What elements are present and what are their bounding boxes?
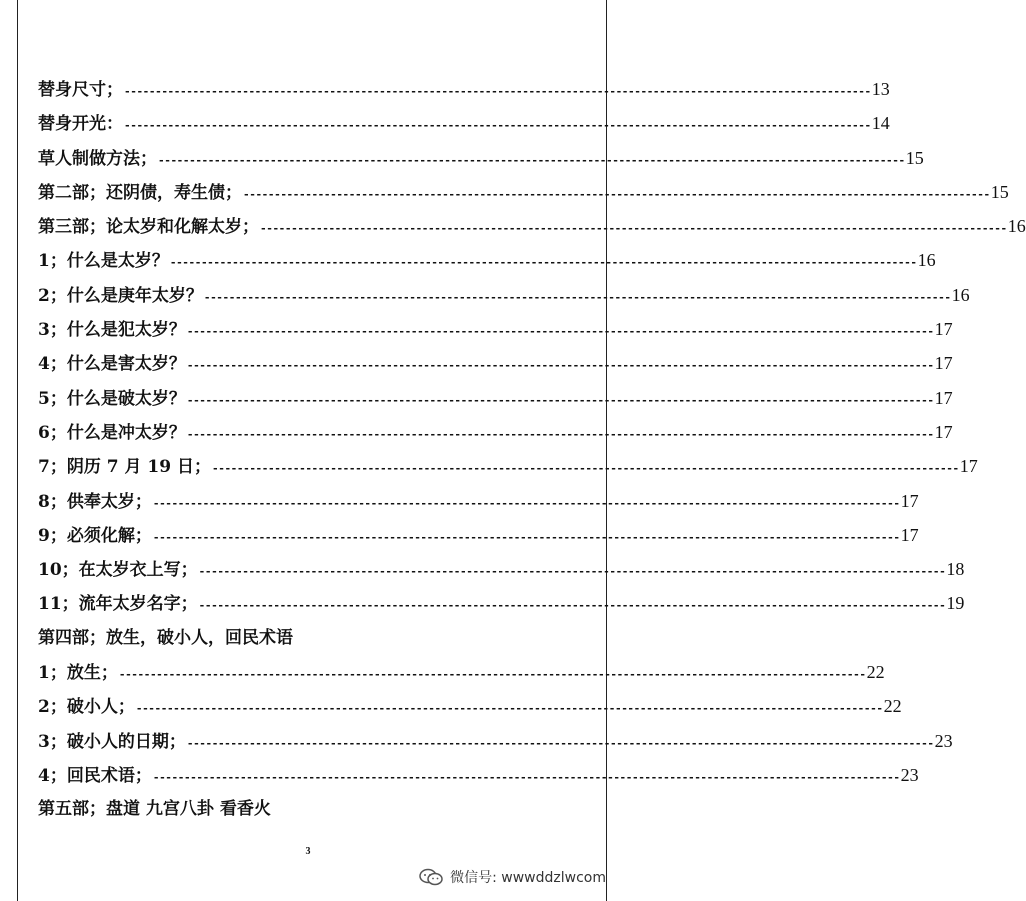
toc-entry-page: 17 — [934, 319, 953, 340]
toc-entry — [38, 518, 919, 552]
toc-entry-page: 19 — [946, 593, 965, 614]
toc-entry-label: 4；回民术语； — [38, 765, 152, 786]
toc-entry-page: 16 — [1007, 216, 1026, 237]
toc-leader-dashes: ------------------------------------------------------------------------------------------------------------------------ — [198, 565, 946, 579]
toc-entry-page: 15 — [905, 147, 924, 168]
toc-entry-label: 5；什么是破太岁？ — [38, 388, 186, 409]
toc-entry-page: 17 — [934, 387, 953, 408]
toc-leader-dashes: ------------------------------------------------------------------------------------------------------------------------ — [243, 187, 990, 201]
wechat-icon — [418, 868, 444, 886]
toc-entry-page: 17 — [900, 524, 919, 545]
toc-entry-label: 1；什么是太岁？ — [38, 251, 169, 272]
toc-entry — [38, 312, 953, 346]
toc-entry — [38, 449, 978, 483]
toc-entry — [38, 175, 1009, 209]
toc-entry-label: 2；什么是庚年太岁？ — [38, 285, 203, 306]
toc-entry-page: 23 — [934, 730, 953, 751]
toc-entry-label: 11；流年太岁名字； — [38, 594, 198, 615]
toc-entry — [38, 621, 514, 655]
toc-entry-label: 8；供奉太岁； — [38, 491, 152, 512]
toc-leader-dashes: ------------------------------------------------------------------------------------------------------------------------ — [118, 668, 866, 682]
toc-entry-label: 3；什么是犯太岁？ — [38, 320, 186, 341]
toc-entry-label: 7；阴历 7 月 19 日； — [38, 457, 211, 478]
toc-entry — [38, 243, 936, 277]
toc-leader-dashes: ------------------------------------------------------------------------------------------------------------------------ — [186, 325, 934, 339]
toc-entry-label: 草人制做方法； — [38, 148, 157, 169]
toc-entry-page: 17 — [900, 490, 919, 511]
toc-entry — [38, 346, 953, 380]
toc-leader-dashes: ------------------------------------------------------------------------------------------------------------------------ — [260, 222, 1007, 236]
toc-entry-page: 15 — [990, 181, 1009, 202]
toc-entry-page: 17 — [934, 353, 953, 374]
toc-entry-label: 第四部；放生，破小人，回民术语 — [38, 627, 293, 648]
toc-entry-label: 第二部；还阴债，寿生债； — [38, 182, 242, 203]
toc-entry-label: 1；放生； — [38, 663, 118, 684]
toc-entry — [38, 724, 953, 758]
toc-entry-page: 17 — [959, 456, 978, 477]
table-of-contents — [38, 72, 1026, 827]
watermark-text: 微信号: wwwddzlwcom — [450, 870, 606, 886]
toc-entry-label: 9；必须化解； — [38, 525, 152, 546]
toc-entry-page: 13 — [871, 79, 890, 99]
toc-leader-dashes: ------------------------------------------------------------------------------------------------------------------------ — [169, 256, 917, 270]
toc-entry-page: 14 — [871, 113, 890, 134]
toc-entry-label: 4；什么是害太岁？ — [38, 354, 186, 375]
toc-entry-label: 第三部；论太岁和化解太岁； — [38, 217, 259, 238]
toc-leader-dashes: ------------------------------------------------------------------------------------------------------------------------ — [124, 119, 871, 133]
toc-entry-page: 17 — [934, 421, 953, 442]
toc-entry — [38, 278, 970, 312]
toc-entry — [38, 106, 890, 140]
toc-entry — [38, 141, 924, 175]
toc-leader-dashes: ------------------------------------------------------------------------------------------------------------------------ — [135, 702, 883, 716]
toc-entry — [38, 209, 1026, 243]
toc-leader-dashes: ------------------------------------------------------------------------------------------------------------------------ — [158, 153, 905, 167]
toc-leader-dashes: ------------------------------------------------------------------------------------------------------------------------ — [203, 290, 951, 304]
toc-entry-page: 16 — [951, 284, 970, 305]
toc-entry — [38, 415, 953, 449]
toc-entry-label: 2；破小人； — [38, 697, 135, 718]
toc-leader-dashes: ------------------------------------------------------------------------------------------------------------------------ — [186, 393, 934, 407]
toc-leader-dashes: ------------------------------------------------------------------------------------------------------------------------ — [186, 427, 934, 441]
toc-entry — [38, 792, 514, 826]
toc-entry-page: 22 — [866, 662, 885, 683]
toc-entry-label: 第五部；盘道 九宫八卦 看香火 — [38, 799, 271, 820]
toc-entry-page: 23 — [900, 764, 919, 785]
toc-entry — [38, 586, 965, 620]
toc-entry-page: 16 — [917, 250, 936, 271]
toc-entry-page: 18 — [946, 559, 965, 580]
page-number: 3 — [305, 846, 311, 857]
watermark — [418, 867, 606, 887]
toc-leader-dashes: ------------------------------------------------------------------------------------------------------------------------ — [186, 736, 934, 750]
toc-leader-dashes: ------------------------------------------------------------------------------------------------------------------------ — [198, 599, 946, 613]
toc-entry-page: 22 — [883, 696, 902, 717]
toc-entry — [38, 758, 919, 792]
toc-entry — [38, 484, 919, 518]
toc-entry-label: 6；什么是冲太岁？ — [38, 422, 186, 443]
toc-entry-label: 替身开光： — [38, 114, 123, 135]
toc-entry — [38, 552, 965, 586]
toc-entry-label: 3；破小人的日期； — [38, 731, 186, 752]
toc-entry — [38, 72, 890, 106]
toc-entry — [38, 655, 885, 689]
toc-leader-dashes: ------------------------------------------------------------------------------------------------------------------------ — [152, 530, 900, 544]
toc-entry-label: 10；在太岁衣上写； — [38, 560, 198, 581]
toc-leader-dashes: ------------------------------------------------------------------------------------------------------------------------ — [212, 462, 959, 476]
toc-leader-dashes: ------------------------------------------------------------------------------------------------------------------------ — [152, 770, 900, 784]
toc-entry — [38, 689, 902, 723]
toc-entry — [38, 381, 953, 415]
toc-leader-dashes: ------------------------------------------------------------------------------------------------------------------------ — [124, 85, 871, 98]
toc-leader-dashes: ------------------------------------------------------------------------------------------------------------------------ — [186, 359, 934, 373]
toc-leader-dashes: ------------------------------------------------------------------------------------------------------------------------ — [152, 496, 900, 510]
toc-entry-label: 替身尺寸； — [38, 80, 123, 100]
